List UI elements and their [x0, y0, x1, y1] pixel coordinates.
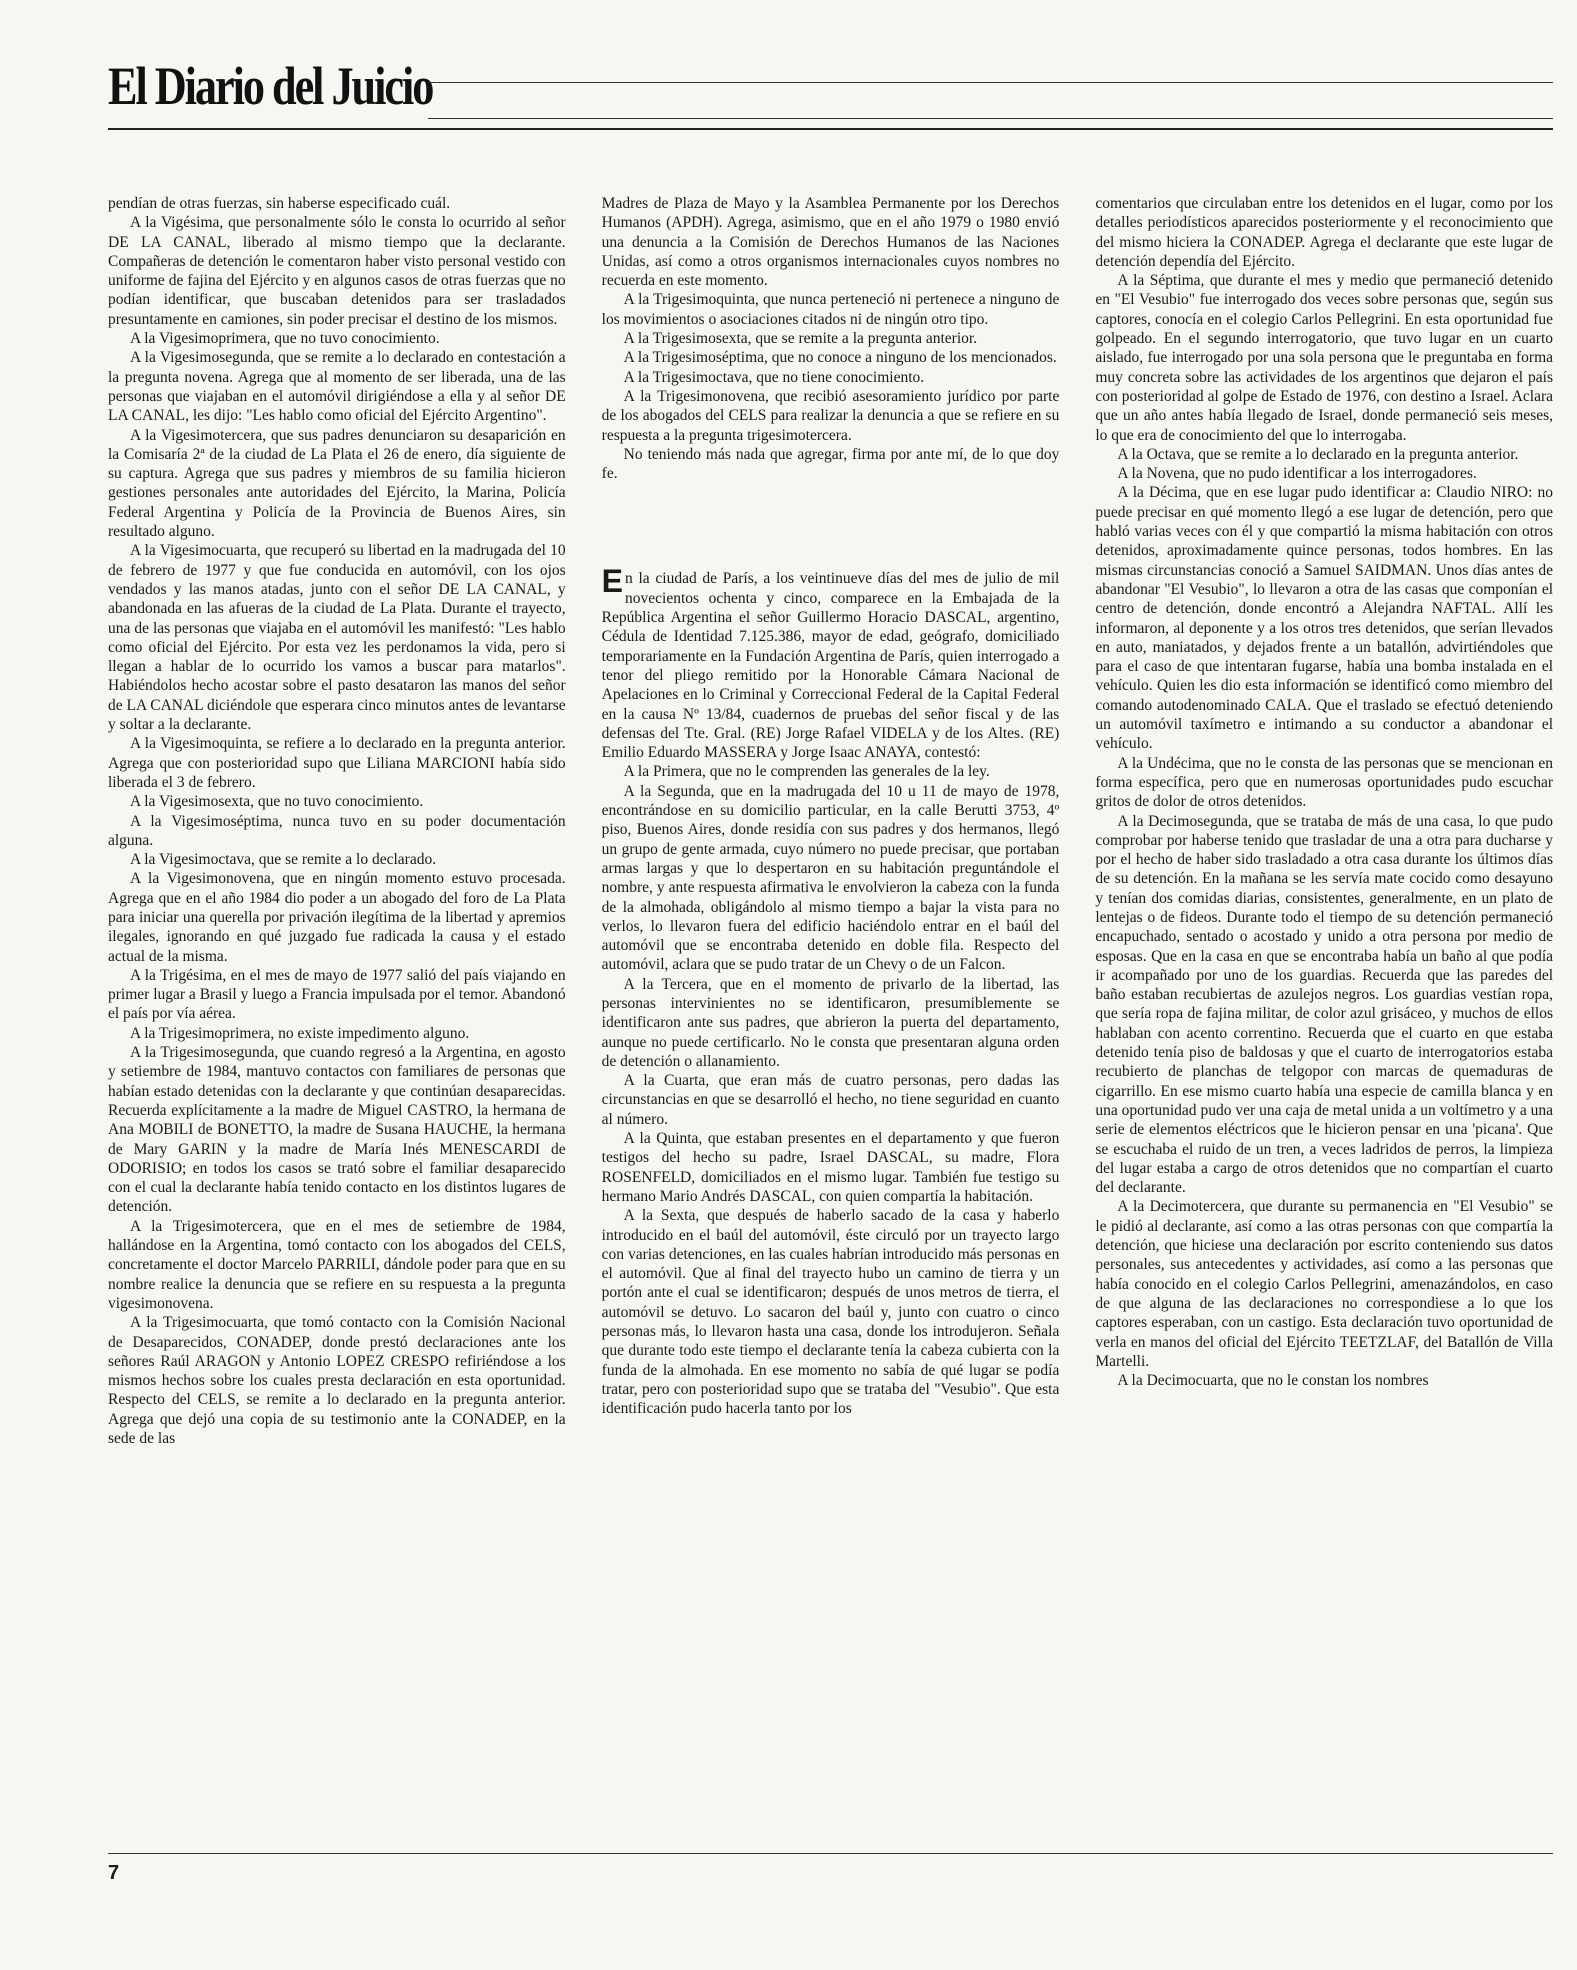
paragraph: A la Trigesimoprimera, no existe impedimento alguno.: [130, 1024, 470, 1042]
paragraph-text: n la ciudad de París, a los veintinueve días del mes de julio de mil novecientos ochenta y cinco, comparece en la Embajada de la República Argentina el señor Guillermo Horacio DASCAL, argentino, Cédula de Identidad 7.125.386, mayor de edad, geógrafo, domiciliado temporariamente en la Fundación Argentina de París, quien interrogado a tenor del pliego remitido por la Honorable Cámara Nacional de Apelaciones en lo Criminal y Correccional Federal de la Capital Federal en la causa Nº 13/84, cuadernos de pruebas del señor fiscal y de las defensas del Tte. Gral. (RE) Jorge Rafael VIDELA y de los Altes. (RE) Emilio Eduardo MASSERA y Jorge Isaac ANAYA, contestó:: [601, 570, 1060, 762]
paragraph: A la Séptima, que durante el mes y medio que permaneció detenido en "El Vesubio" fue interrogado dos veces sobre personas que, según sus captores, conocía en el colegio Carlos Pellegrini. En esta oportunidad fue golpeado. En el segundo interrogatorio, que tuvo lugar en un cuarto aislado, fue interrogado por una sola persona que le preguntaba en forma muy concreta sobre las actividades de los argentinos que dejaron el país con posterioridad al golpe de Estado de 1976, con destino a Israel. Aclara que un año antes había llegado de Israel, donde permaneció seis meses, lo que era de conocimiento del que lo interrogaba.: [1095, 272, 1554, 444]
paragraph: A la Trigesimocuarta, que tomó contacto con la Comisión Nacional de Desaparecidos, CONADEP, donde prestó declaraciones ante los señores Raúl ARAGON y Antonio LOPEZ CRESPO refiriéndose a los mismos hechos sobre los cuales presta declaración en esta oportunidad. Respecto del CELS, se remite a lo declarado en la pregunta anterior. Agrega que dejó una copia de su testimonio ante la CONADEP, en la sede de las: [108, 1314, 566, 1447]
paragraph: A la Decimotercera, que durante su permanencia en "El Vesubio" se le pidió al declarante, así como a las otras personas con que compartía la detención, que hiciese una declaración por escrito conteniendo sus datos personales, sus antecedentes y actividades, así como a las personas que había conocido en el colegio Carlos Pellegrini, amenazándolos, en caso de que alguna de las declaraciones no correspondiese a lo que los captores esperaban, con un castigo. Esta declaración tuvo oportunidad de verla en manos del oficial del Ejército TEETZLAF, del Batallón de Villa Martelli.: [1095, 1198, 1554, 1370]
paragraph: A la Tercera, que en el momento de privarlo de la libertad, las personas intervinientes no se identificaron, presumiblemente se identificaron ante sus padres, que abrieron la puerta del departamento, aunque no puede certificarlo. No le consta que presentaran alguna orden de detención o allanamiento.: [601, 975, 1060, 1070]
paragraph: A la Vigesimosegunda, que se remite a lo declarado en contestación a la pregunta novena. Agrega que al momento de ser liberada, una de las personas que viajaban en el automóvil dirigiéndose a ella y al señor DE LA CANAL, les dijo: "Les hablo como oficial del Ejército Argentino".: [108, 349, 566, 425]
paragraph: A la Cuarta, que eran más de cuatro personas, pero dadas las circunstancias en que se desarrolló el hecho, no tiene seguridad en cuanto al número.: [601, 1072, 1060, 1128]
column-2: [602, 194, 1060, 1809]
masthead-title: El Diario del Juicio: [108, 56, 433, 116]
paragraph: A la Décima, que en ese lugar pudo identificar a: Claudio NIRO: no puede precisar en qué momento llegó a ese lugar de detención, pero que habló varias veces con él y que compartió la misma habitación con otros detenidos, aproximadamente quince personas, todos hombres. En las mismas circunstancias conoció a Samuel SAIDMAN. Unos días antes de abandonar "El Vesubio", lo llevaron a otra de las casas que componían el centro de detención, donde encontró a Alejandra NAFTAL. Allí les informaron, al deponente y a los otros tres detenidos, que serían llevados en auto, maniatados, y dejados frente a un batallón, advirtiéndoles que para el caso de que intentaran fugarse, había una bomba instalada en el vehículo. Quien les dio esta información se identificó como miembro del comando autodenominado CALA. Que el traslado se efectuó deteniendo un automóvil taxímetro e intimando a su conductor a abandonar el vehículo.: [1095, 484, 1554, 753]
paragraph: A la Undécima, que no le consta de las personas que se mencionan en forma específica, pero que en numerosas oportunidades pudo escuchar gritos de dolor de otros detenidos.: [1095, 754, 1554, 811]
paragraph: A la Vigesimotercera, que sus padres denunciaron su desaparición en la Comisaría 2ª de la ciudad de La Plata el 26 de enero, día siguiente de su captura. Agrega que sus padres y miembros de su familia hicieron gestiones personales ante autoridades del Ejército, la Marina, Policía Federal Argentina y Policía de la Provincia de Buenos Aires, sin resultado alguno.: [108, 426, 566, 541]
page-number: 7: [108, 1862, 120, 1884]
paragraph: A la Trigesimoséptima, que no conoce a ninguno de los mencionados.: [623, 349, 1057, 367]
paragraph: Madres de Plaza de Mayo y la Asamblea Permanente por los Derechos Humanos (APDH). Agrega, asimismo, que en el año 1979 o 1980 envió una denuncia a la Comisión de Derechos Humanos de las Naciones Unidas, así como a otros organismos internacionales cuyos nombres no recuerda en este momento.: [601, 195, 1060, 290]
paragraph: A la Quinta, que estaban presentes en el departamento y que fueron testigos del hecho su padre, Israel DASCAL, su madre, Flora ROSENFELD, domiciliados en el mismo lugar. También fue testigo su hermano Mario Andrés DASCAL, con quien compartía la habitación.: [601, 1130, 1060, 1205]
paragraph: A la Sexta, que después de haberlo sacado de la casa y haberlo introducido en el baúl del automóvil, éste circuló por un trayecto largo con varias detenciones, en las cuales habrían introducido más personas en el automóvil. Que al final del trayecto hubo un camino de tierra y un portón ante el cual se identificaron; después de unos metros de tierra, el automóvil se detuvo. Lo sacaron del baúl y, junto con cuatro o cinco personas más, lo llevaron hasta una casa, donde los introdujeron. Señala que durante todo este tiempo el declarante tenía la cabeza cubierta con la funda de la almohada. En ese momento no sabía de qué lugar se podía tratar, pero con posterioridad supo que se trataba del "Vesubio". Que esta identificación pudo hacerla tanto por los: [601, 1207, 1060, 1418]
paragraph: A la Vigésima, que personalmente sólo le consta lo ocurrido al señor DE LA CANAL, liberado al mismo tiempo que la declarante. Compañeras de detención le comentaron haber visto personal vestido con uniforme de fajina del Ejército y en algunos casos de otras fuerzas que no podían identificar, que buscaban detenidos para ser trasladados presuntamente en camiones, sin poder precisar el destino de los mismos.: [108, 214, 566, 328]
paragraph: A la Vigesimonovena, que en ningún momento estuvo procesada. Agrega que en el año 1984 dio poder a un abogado del foro de La Plata para iniciar una querella por privación ilegítima de la libertad y apremios ilegales, ignorando en qué juzgado fue radicada la causa y el estado actual de la misma.: [108, 870, 566, 965]
new-testimony-paragraph: [601, 563, 1060, 762]
paragraph: comentarios que circulaban entre los detenidos en el lugar, como por los detalles periodísticos aparecidos posteriormente y el reconocimiento que del mismo hiciera la CONADEP. Agrega el declarante que este lugar de detención dependía del Ejército.: [1095, 195, 1554, 270]
paragraph: A la Vigesimoctava, que se remite a lo declarado.: [130, 851, 437, 869]
column-3: [1095, 194, 1553, 1809]
paragraph: A la Octava, que se remite a lo declarado en la pregunta anterior.: [1117, 445, 1519, 463]
paragraph: A la Primera, que no le comprenden las generales de la ley.: [623, 763, 990, 781]
paragraph: A la Trigesimosexta, que se remite a la pregunta anterior.: [623, 330, 978, 348]
column-1: [108, 194, 566, 1809]
masthead-rule: [428, 118, 1553, 119]
paragraph: A la Novena, que no pudo identificar a los interrogadores.: [1117, 465, 1477, 483]
paragraph: A la Decimosegunda, que se trataba de más de una casa, lo que pudo comprobar por haberse tenido que trasladar de una a otra para ducharse y por el hecho de haber sido trasladado a otra casa durante los últimos días de su detención. En la mañana se les servía mate cocido como desayuno y tenían dos comidas diarias, consistentes, generalmente, en un plato de lentejas o de fideos. Durante todo el tiempo de su detención permaneció encapuchado, sentado o acostado y unido a otra persona por medio de esposas. Que en la casa en que se encontraba había un baño al que podía ir acompañado por uno de los guardias. Recuerda que las paredes del baño estaban recubiertas de azulejos negros. Los guardias vestían ropa, que sería ropa de fajina militar, de color azul grisáceo, y muchos de ellos hablaban con acento correntino. Recuerda que el cuarto en que estaba detenido tenía piso de baldosas y que el cuarto de interrogatorios estaba recubierto de planchas de telgopor con marcas de quemaduras de cigarrillo. En ese mismo cuarto había una especie de camilla blanca y en una oportunidad pudo ver una caja de metal unida a un voltímetro y a una serie de elementos eléctricos que le hicieron pensar en una 'picana'. Que se escuchaba el ruido de un tren, a veces ladridos de perros, la limpieza del lugar estaba a cargo de otros detenidos que no compartían el cuarto del declarante.: [1095, 812, 1554, 1197]
paragraph: No teniendo más nada que agregar, firma por ante mí, de lo que doy fe.: [601, 445, 1060, 483]
paragraph: A la Trigesimotercera, que en el mes de setiembre de 1984, hallándose en la Argentina, tomó contacto con los abogados del CELS, concretamente el doctor Marcelo PARRILI, dándole poder para que en su nombre realice la denuncia que se refiere en su respuesta a la pregunta vigesimonovena.: [108, 1217, 566, 1312]
paragraph: A la Trigesimoctava, que no tiene conocimiento.: [623, 368, 925, 386]
masthead-rule: [428, 82, 1553, 83]
paragraph: A la Trigesimoquinta, que nunca perteneció ni pertenece a ninguno de los movimientos o asociaciones citados ni de ningún otro tipo.: [601, 291, 1060, 328]
masthead: [108, 56, 1553, 128]
paragraph: A la Vigesimoquinta, se refiere a lo declarado en la pregunta anterior. Agrega que con posterioridad supo que Liliana MARCIONI había sido liberada el 3 de febrero.: [108, 735, 566, 791]
paragraph: A la Decimocuarta, que no le constan los nombres: [1117, 1372, 1429, 1390]
masthead-rule: [108, 128, 1553, 130]
article-columns: [108, 194, 1553, 1809]
paragraph: A la Trigésima, en el mes de mayo de 1977 salió del país viajando en primer lugar a Brasil y luego a Francia impulsada por el temor. Abandonó el país por vía aérea.: [108, 966, 566, 1023]
footer-rule: [108, 1853, 1553, 1854]
drop-cap: E: [601, 563, 624, 600]
paragraph: A la Vigesimoprimera, que no tuvo conocimiento.: [130, 330, 440, 348]
paragraph: A la Vigesimoséptima, nunca tuvo en su poder documentación alguna.: [108, 812, 566, 849]
paragraph: A la Vigesimosexta, que no tuvo conocimiento.: [130, 793, 424, 811]
paragraph: pendían de otras fuerzas, sin haberse especificado cuál.: [108, 195, 451, 212]
paragraph: A la Segunda, que en la madrugada del 10 u 11 de mayo de 1978, encontrándose en su domicilio particular, en la calle Berutti 3753, 4º piso, Buenos Aires, donde residía con sus padres y dos hermanos, llegó un grupo de gente armada, cuyo número no puede precisar, que portaban armas largas y que lo despertaron en su habitación preguntándole el nombre, y ante respuesta afirmativa le envolvieron la cabeza con la funda de la almohada, obligándolo al mismo tiempo a bajar la vista para no verlos, lo llevaron fuera del edificio haciéndolo entrar en el baúl del automóvil que se encontraba detenido en doble fila. Respecto del automóvil, aclara que se pudo tratar de un Chevy o de un Falcon.: [601, 782, 1060, 974]
paragraph: A la Trigesimosegunda, que cuando regresó a la Argentina, en agosto y setiembre de 1984, mantuvo contactos con familiares de personas que habían estado detenidas con la declarante y que continúan desaparecidas. Recuerda explícitamente a la madre de Miguel CASTRO, la hermana de Ana MOBILI de BONETTO, la madre de Susana HAUCHE, la hermana de Mary GARIN y la madre de María Inés MENESCARDI de ODORISIO; en todos los casos se trató sobre el familiar desaparecido con el cual la declarante había tenido contacto en los distintos lugares de detención.: [108, 1044, 566, 1216]
paragraph: A la Trigesimonovena, que recibió asesoramiento jurídico por parte de los abogados del CELS para realizar la denuncia a que se refiere en su respuesta a la pregunta trigesimotercera.: [601, 387, 1060, 444]
paragraph: A la Vigesimocuarta, que recuperó su libertad en la madrugada del 10 de febrero de 1977 y que fue conducida en automóvil, con los ojos vendados y las manos atadas, junto con el señor DE LA CANAL, y abandonada en las afueras de la ciudad de La Plata. Durante el trayecto, una de las personas que viajaba en el automóvil les manifestó: "Les hablo como oficial del Ejército. Por esta vez les perdonamos la vida, pero si llegan a hablar de lo ocurrido los vamos a buscar para matarlos". Habiéndolos hecho acostar sobre el pasto desataron las manos del señor de LA CANAL diciéndole que esperara cinco minutos antes de levantarse y soltar a la declarante.: [108, 542, 566, 734]
